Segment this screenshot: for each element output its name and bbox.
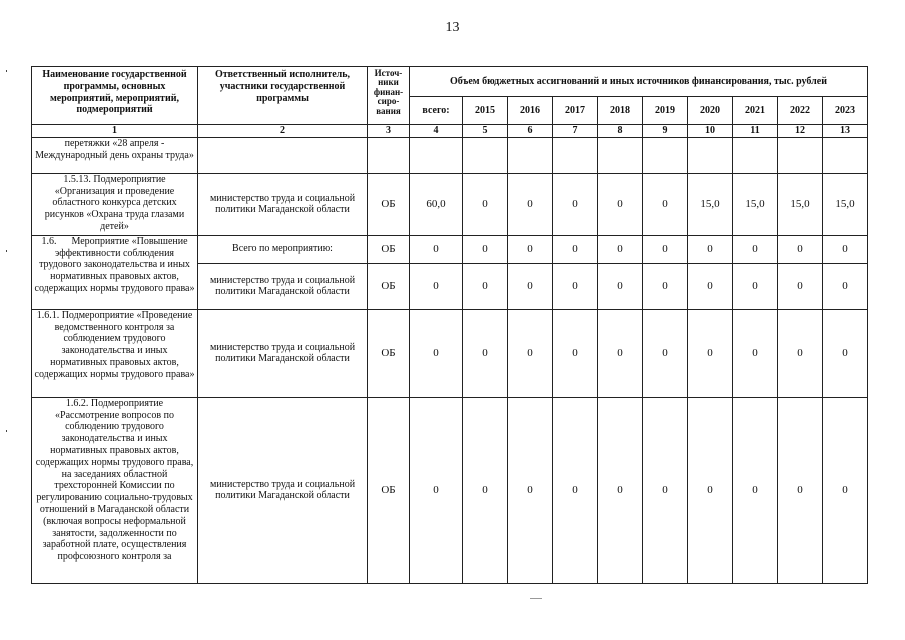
cell-value: 0 (463, 397, 508, 583)
cell-value: 0 (508, 263, 553, 309)
cell-value (778, 137, 823, 173)
cell-value: 0 (733, 263, 778, 309)
scan-mark (530, 598, 542, 599)
header-year: 2018 (598, 97, 643, 125)
row-name: 1.6.1. Подмероприятие «Проведение ведомственного контроля за соблюдением трудового законодательства и иных нормативных правовых актов, содержащих нормы трудового права» (32, 309, 198, 397)
cell-total: 0 (410, 309, 463, 397)
cell-value: 0 (733, 235, 778, 263)
cell-total (410, 137, 463, 173)
cell-value: 0 (553, 173, 598, 235)
cell-value: 0 (598, 309, 643, 397)
cell-value: 0 (598, 397, 643, 583)
financing-table (31, 66, 868, 584)
cell-value: 0 (643, 235, 688, 263)
cell-value: 0 (463, 309, 508, 397)
cell-value: 0 (733, 397, 778, 583)
page-number: 13 (445, 20, 460, 35)
cell-value: 0 (778, 397, 823, 583)
cell-value: 0 (553, 397, 598, 583)
column-number: 4 (410, 125, 463, 138)
row-name: перетяжки «28 апреля - Международный день охраны труда» (32, 137, 198, 173)
cell-value: 0 (643, 173, 688, 235)
cell-value (688, 137, 733, 173)
header-year: 2019 (643, 97, 688, 125)
cell-value (598, 137, 643, 173)
cell-value (823, 137, 868, 173)
cell-value: 0 (643, 263, 688, 309)
cell-value: 0 (463, 235, 508, 263)
cell-value (553, 137, 598, 173)
cell-value: 15,0 (823, 173, 868, 235)
cell-value: 0 (553, 235, 598, 263)
row-source: ОБ (368, 235, 410, 263)
cell-value: 0 (778, 309, 823, 397)
cell-value: 0 (778, 263, 823, 309)
cell-value: 0 (688, 309, 733, 397)
cell-value (463, 137, 508, 173)
cell-total: 0 (410, 235, 463, 263)
cell-value: 0 (823, 263, 868, 309)
column-number: 11 (733, 125, 778, 138)
cell-value: 0 (508, 173, 553, 235)
margin-mark (6, 70, 7, 72)
table-row (32, 137, 868, 173)
column-number: 12 (778, 125, 823, 138)
header-budget: Объем бюджетных ассигнований и иных источников финансирования, тыс. рублей (410, 67, 868, 97)
cell-value: 0 (508, 397, 553, 583)
table-row (32, 235, 868, 263)
cell-value: 0 (643, 309, 688, 397)
table-row (32, 397, 868, 583)
column-number-row (32, 125, 868, 138)
cell-value: 0 (778, 235, 823, 263)
row-name: 1.6. Мероприятие «Повышение эффективности соблюдения трудового законодательства и иных нормативных правовых актов, содержащих нормы трудового права» (32, 235, 198, 309)
row-executor: министерство труда и социальной политики Магаданской области (198, 397, 368, 583)
cell-value: 0 (598, 263, 643, 309)
cell-value: 0 (463, 263, 508, 309)
column-number: 2 (198, 125, 368, 138)
row-name: 1.5.13. Подмероприятие «Организация и проведение областного конкурса детских рисунков «Охрана труда глазами детей» (32, 173, 198, 235)
cell-value: 0 (688, 235, 733, 263)
cell-value: 0 (508, 235, 553, 263)
header-name: Наименование государственной программы, основных мероприятий, мероприятий, подмероприятий (32, 67, 198, 125)
cell-value (643, 137, 688, 173)
margin-mark (6, 250, 7, 252)
row-name: 1.6.2. Подмероприятие «Рассмотрение вопросов по соблюдению трудового законодательства и иных нормативных правовых актов, содержащих нормы трудового права, на заседаниях областной трехсторонней Комиссии по регулированию социально-трудовых отношений в Магаданской области (включая вопросы неформальной занятости, задолженности по заработной плате, осуществления профсоюзного контроля за (32, 397, 198, 583)
row-source: ОБ (368, 397, 410, 583)
cell-value: 0 (463, 173, 508, 235)
column-number: 3 (368, 125, 410, 138)
column-number: 13 (823, 125, 868, 138)
header-year: 2020 (688, 97, 733, 125)
table-row (32, 173, 868, 235)
header-year: 2022 (778, 97, 823, 125)
column-number: 10 (688, 125, 733, 138)
column-number: 7 (553, 125, 598, 138)
cell-value: 15,0 (688, 173, 733, 235)
row-source (368, 137, 410, 173)
header-executor: Ответственный исполнитель, участники государственной программы (198, 67, 368, 125)
table-row (32, 309, 868, 397)
column-number: 1 (32, 125, 198, 138)
cell-value: 0 (553, 309, 598, 397)
row-source: ОБ (368, 309, 410, 397)
row-executor (198, 137, 368, 173)
header-year: 2017 (553, 97, 598, 125)
column-number: 8 (598, 125, 643, 138)
cell-value: 0 (643, 397, 688, 583)
cell-value: 0 (508, 309, 553, 397)
cell-value: 0 (733, 309, 778, 397)
column-number: 9 (643, 125, 688, 138)
margin-mark (6, 430, 7, 432)
header-year: 2015 (463, 97, 508, 125)
header-total: всего: (410, 97, 463, 125)
cell-value: 0 (553, 263, 598, 309)
row-executor: Всего по мероприятию: (198, 235, 368, 263)
cell-value (508, 137, 553, 173)
cell-value: 0 (598, 173, 643, 235)
cell-total: 0 (410, 263, 463, 309)
cell-value: 0 (688, 263, 733, 309)
cell-value: 0 (598, 235, 643, 263)
column-number: 5 (463, 125, 508, 138)
header-source: Источ-ники финан-сиро-вания (368, 67, 410, 125)
row-executor: министерство труда и социальной политики Магаданской области (198, 263, 368, 309)
header-year: 2021 (733, 97, 778, 125)
cell-value: 15,0 (778, 173, 823, 235)
column-number: 6 (508, 125, 553, 138)
row-source: ОБ (368, 173, 410, 235)
cell-total: 0 (410, 397, 463, 583)
cell-value (733, 137, 778, 173)
header-year: 2016 (508, 97, 553, 125)
cell-value: 0 (823, 397, 868, 583)
row-source: ОБ (368, 263, 410, 309)
row-executor: министерство труда и социальной политики Магаданской области (198, 309, 368, 397)
cell-value: 0 (823, 235, 868, 263)
cell-value: 15,0 (733, 173, 778, 235)
cell-value: 0 (823, 309, 868, 397)
header-year: 2023 (823, 97, 868, 125)
cell-total: 60,0 (410, 173, 463, 235)
cell-value: 0 (688, 397, 733, 583)
row-executor: министерство труда и социальной политики Магаданской области (198, 173, 368, 235)
